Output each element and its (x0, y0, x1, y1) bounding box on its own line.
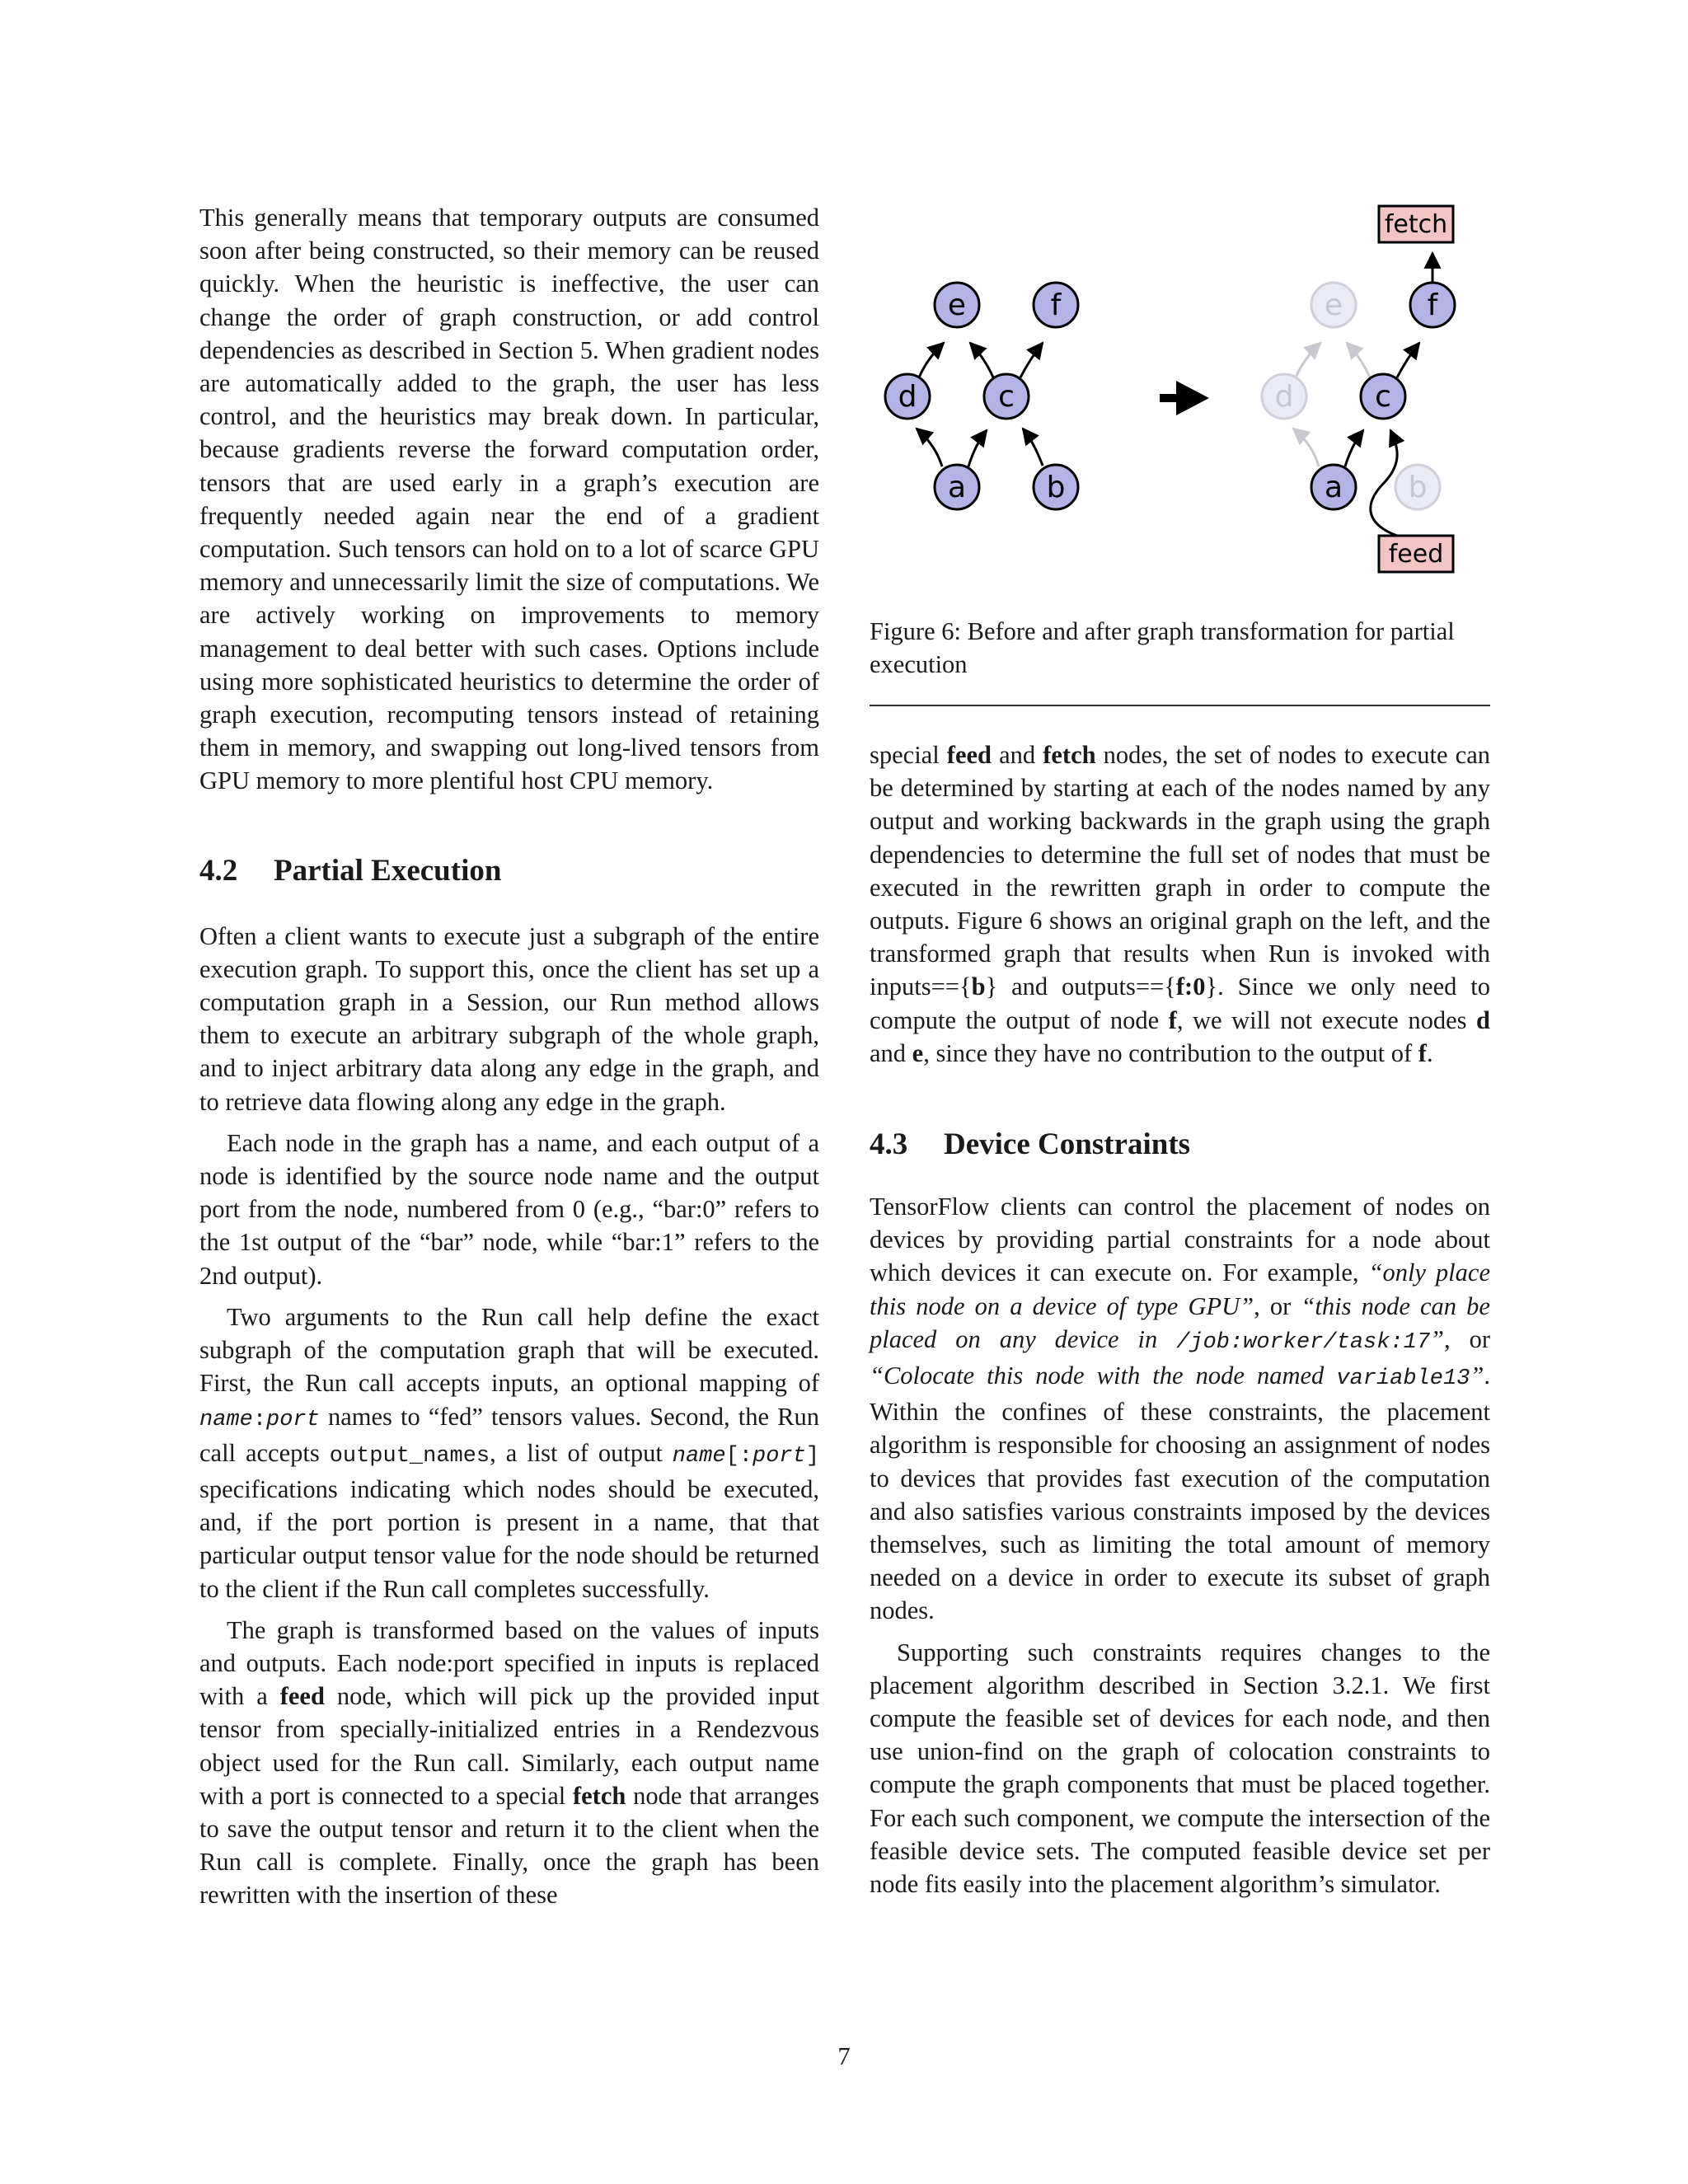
edge-a-c (968, 430, 987, 466)
svg-text:b: b (1408, 471, 1428, 504)
code-port: port (753, 1443, 806, 1469)
text-run: special (870, 741, 947, 769)
svg-text:e: e (947, 288, 967, 322)
bold-fetch: fetch (1043, 741, 1096, 769)
device-constraints-paragraph-1 (870, 1190, 1490, 1628)
svg-text:d: d (1274, 380, 1294, 414)
text-run: , since they have no contribution to the output of (923, 1038, 1418, 1067)
bold-b: b (971, 972, 986, 1001)
edge-b-c (1023, 429, 1043, 466)
node-d (885, 374, 930, 419)
partial-execution-paragraph-1: Often a client wants to execute just a subgraph of the entire execution graph. To support this, once the client has set up a computation graph in a Session, our Run method allows them to execute an arbitrary subgraph of the whole graph, and to inject arbitrary data along any edge in the graph, and to retrieve data flowing along any edge in the graph. (199, 921, 819, 1116)
edge-c-e (970, 343, 993, 377)
text-run: . Within the confines of these constraints, the placement algorithm is responsible for choosing an assignment of nodes to devices that provides fast execution of the computation and also satisfies various constraints imposed by the devices themselves, such as limiting the total amount of memory needed on a device in order to execute its subset of graph nodes. (870, 1361, 1490, 1625)
node-a (935, 465, 979, 509)
code-output-names: output_names (329, 1443, 490, 1469)
edge-d-e (919, 343, 944, 377)
svg-text:a: a (947, 471, 967, 504)
svg-text:fetch: fetch (1384, 210, 1448, 239)
text-run: node that arranges to save the output tensor and return it to the client when the Run call is complete. Finally, once the graph has been rewritten with the insertion of these (199, 1781, 819, 1910)
figure-divider (870, 705, 1490, 706)
text-run: TensorFlow clients can control the placement of nodes on devices by providing partial constraints for a node about which devices it can execute on. For example, (870, 1193, 1490, 1287)
node-c (1361, 374, 1405, 419)
left-column (199, 201, 819, 1912)
italic-quote: “only place this node on a device of type GPU” (870, 1258, 1490, 1320)
code-name: name (672, 1443, 726, 1469)
bold-fetch: fetch (572, 1781, 626, 1810)
section-4-3-heading (870, 1124, 1490, 1165)
svg-text:a: a (1324, 471, 1343, 504)
partial-execution-continued (870, 738, 1490, 1070)
bold-d: d (1476, 1005, 1490, 1034)
bold-e: e (912, 1038, 924, 1067)
text-run: The graph is transformed based on the values of inputs and outputs. Each node:port specified in inputs is replaced with a (199, 1615, 819, 1711)
edge-a-c (1345, 430, 1363, 466)
svg-text:b: b (1046, 471, 1066, 504)
code-colon: : (252, 1407, 267, 1432)
italic-quote: “Colocate this node with the node named (870, 1361, 1337, 1390)
edge-feed-c (1371, 430, 1397, 536)
svg-text:f: f (1427, 288, 1438, 322)
node-b-faded (1395, 465, 1440, 509)
text-run: node, which will pick up the provided input tensor from specially-initialized entries in a Rendezvous object used for the Run call. Similarly, each output name with a port is connected to a special (199, 1682, 819, 1810)
node-d-faded (1262, 374, 1306, 419)
edge-c-e-faded (1347, 343, 1370, 377)
right-graph-nodes (1262, 206, 1455, 572)
section-title: Device Constraints (944, 1127, 1191, 1162)
node-e (935, 283, 979, 327)
code-variable-name: variable13 (1336, 1366, 1470, 1392)
text-run: . (1426, 1038, 1433, 1067)
svg-text:c: c (1375, 380, 1391, 414)
device-constraints-paragraph-2: Supporting such constraints requires changes to the placement algorithm described in Section 3.2.1. We first compute the feasible set of devices for each node, and then use union-find on the graph of colocation constraints to compute the graph components that must be placed together. For each such component, we compute the intersection of the feasible device sets. The computed feasible device set per node fits easily into the placement algorithm’s simulator. (870, 1638, 1490, 1899)
text-run: }. Since we only need to compute the output of node (870, 972, 1490, 1034)
text-run: } and outputs=={ (985, 972, 1176, 1001)
bold-f0: f:0 (1175, 972, 1206, 1001)
node-a (1311, 465, 1356, 509)
node-c (984, 374, 1029, 419)
left-graph-nodes (885, 283, 1078, 509)
edge-c-f (1020, 343, 1043, 377)
svg-text:e: e (1324, 288, 1343, 322)
bold-f: f (1168, 1005, 1177, 1034)
partial-execution-paragraph-2: Each node in the graph has a name, and each output of a node is identified by the source node name and the output port from the node, numbered from 0 (e.g., “bar:0” refers to the 1st output of the “bar” node, while “bar:1” refers to the 2nd output). (199, 1128, 819, 1290)
node-b (1034, 465, 1078, 509)
text-run: and (991, 741, 1043, 769)
partial-execution-paragraph-3 (199, 1301, 819, 1605)
transform-arrow-icon (1160, 381, 1209, 415)
text-run: nodes, the set of nodes to execute can be determined by starting at each of the nodes named by any output and working backwards in the graph using the graph dependencies to determine the full set of nodes that must be executed in the rewritten graph in order to compute the outputs. Figure 6 shows an original graph on the left, and the transformed graph that results when Run is invoked with inputs=={ (870, 741, 1490, 1001)
right-column (870, 738, 1490, 1900)
edge-d-e-faded (1296, 343, 1320, 377)
text-run: names to “fed” tensors values. Second, the Run call accepts (199, 1402, 819, 1467)
text-run: , or (1444, 1324, 1490, 1353)
section-number: 4.2 (199, 853, 238, 888)
figure-6 (870, 198, 1490, 585)
italic-quote: ” (1470, 1361, 1484, 1390)
svg-text:f: f (1050, 288, 1062, 322)
text-run: , or (1254, 1291, 1301, 1320)
text-run: Two arguments to the Run call help define the exact subgraph of the computation graph that will be executed. First, the Run call accepts inputs, an optional mapping of (199, 1302, 819, 1398)
section-title: Partial Execution (274, 853, 502, 888)
code-job-path: /job:worker/task:17 (1176, 1329, 1431, 1355)
code-name: name (199, 1407, 253, 1432)
node-f (1034, 283, 1078, 327)
bold-feed: feed (946, 741, 992, 769)
edge-a-d (917, 429, 942, 466)
partial-execution-paragraph-4 (199, 1614, 819, 1912)
page-number: 7 (837, 2042, 851, 2070)
bold-feed: feed (279, 1682, 325, 1711)
fetch-node (1379, 206, 1453, 242)
figure-caption: Figure 6: Before and after graph transformation for partial execution (870, 617, 1455, 679)
intro-paragraph: This generally means that temporary outputs are consumed soon after being constructed, so their memory can be reused quickly. When the heuristic is ineffective, the user can change the order of graph construction, or add control dependencies as described in Section 5. When gradient nodes are automatically added to the graph, the user has less control, and the heuristics may break down. In particular, because gradients reverse the forward computation order, tensors that are used early in a graph’s execution are frequently needed again near the end of a gradient computation. Such tensors can hold on to a lot of scarce GPU memory and unnecessarily limit the size of computations. We are actively working on improvements to memory management to deal better with such cases. Options include using more sophisticated heuristics to determine the order of graph execution, recomputing tensors instead of retaining them in memory, and swapping out long-lived tensors from GPU memory to more plentiful host CPU memory. (199, 204, 819, 795)
graph-transformation-diagram (870, 198, 1490, 585)
italic-quote: “this node can be placed on any device in (870, 1291, 1490, 1353)
svg-text:c: c (998, 380, 1015, 414)
code-bracket: ] (805, 1443, 820, 1469)
svg-text:d: d (898, 380, 917, 414)
section-number: 4.3 (870, 1127, 908, 1162)
feed-node (1379, 536, 1453, 572)
text-run: , we will not execute nodes (1176, 1005, 1477, 1034)
text-run: , a list of output (490, 1438, 673, 1467)
italic-quote: ” (1430, 1324, 1445, 1353)
text-run: and (870, 1038, 912, 1067)
node-f (1410, 283, 1455, 327)
edge-c-f (1397, 343, 1419, 377)
code-bracket: [: (725, 1443, 753, 1469)
text-run: specifications indicating which nodes should be executed, and, if the port portion is present in a name, that that particular output tensor value for the node should be returned to the client if the Run call completes successfully. (199, 1474, 819, 1603)
edge-a-d-faded (1293, 429, 1319, 466)
bold-f: f (1418, 1038, 1427, 1067)
section-4-2-heading (199, 851, 819, 892)
svg-text:feed: feed (1388, 540, 1444, 569)
node-e-faded (1311, 283, 1356, 327)
code-port: port (266, 1407, 320, 1432)
